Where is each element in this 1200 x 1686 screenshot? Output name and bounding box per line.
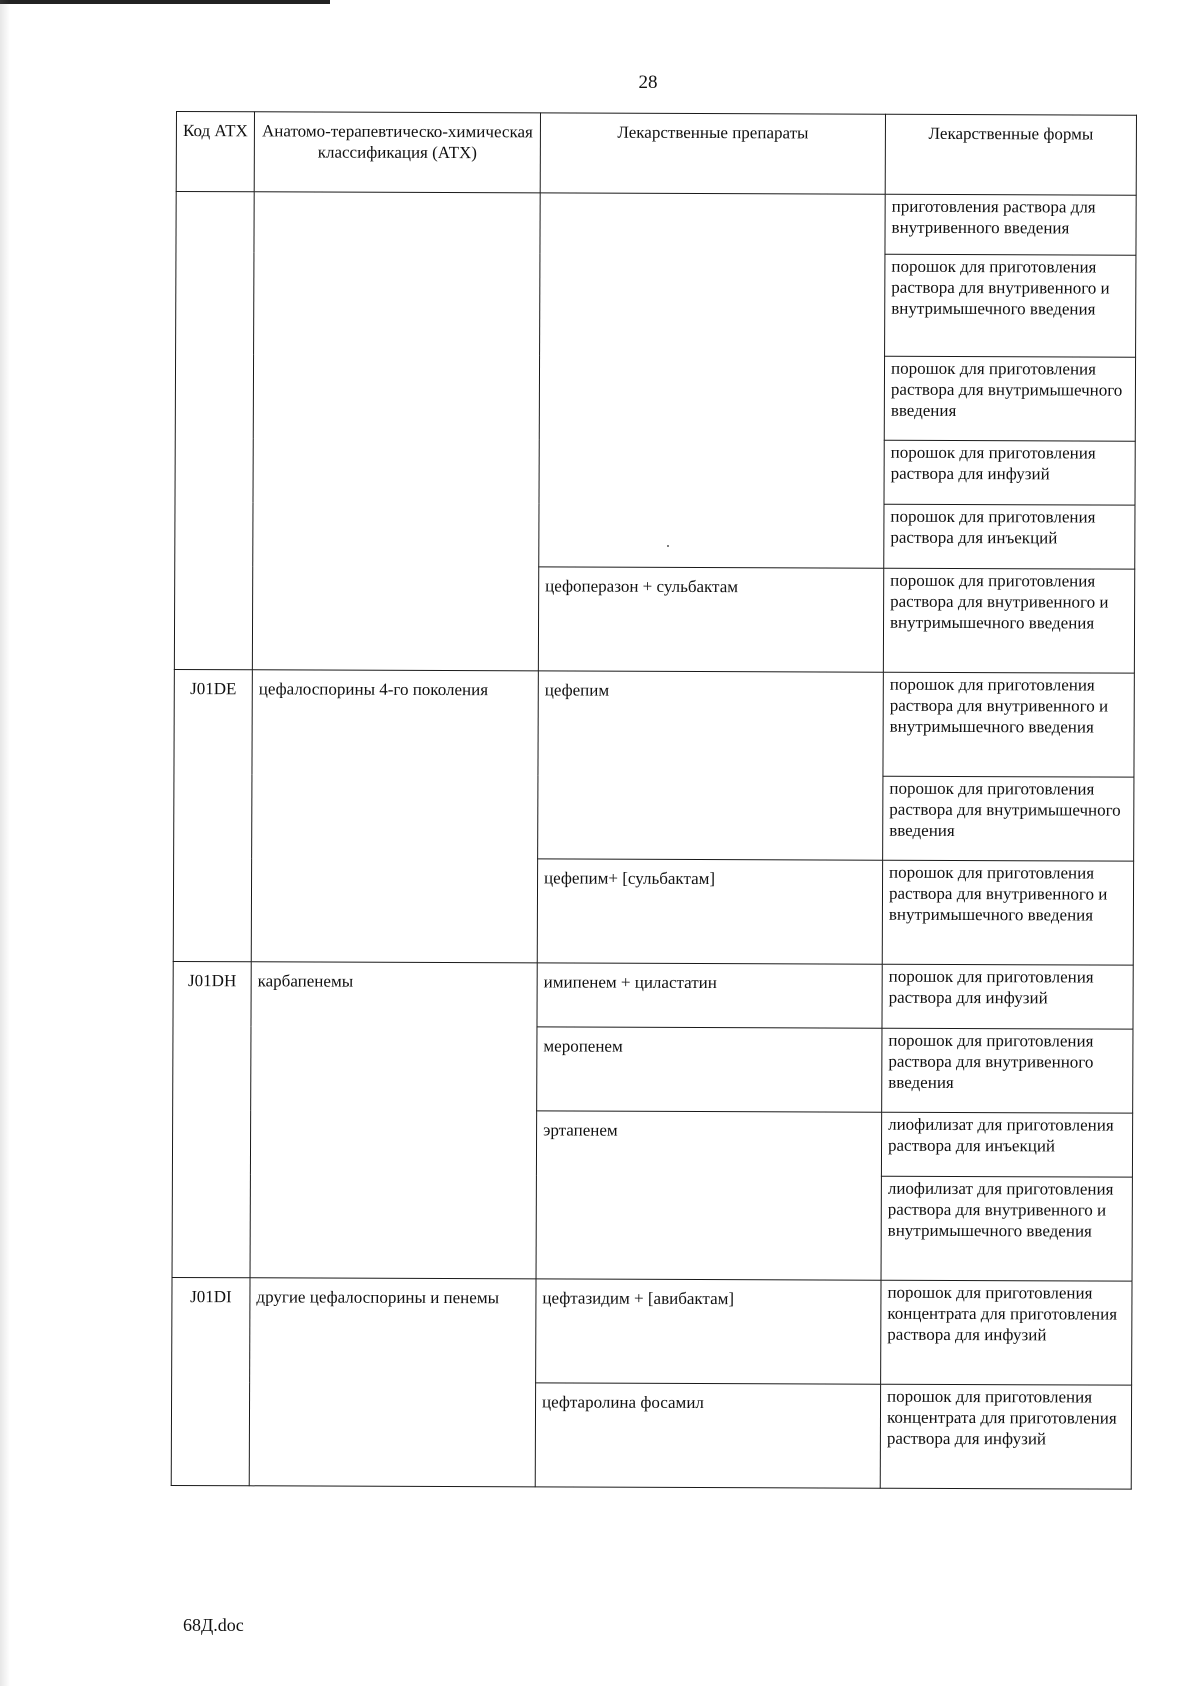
atc-class-cell: цефалоспорины 4-го поколения [251,670,538,963]
footer-filename: 68Д.doc [183,1615,244,1635]
dosage-form-cell: порошок для приготовления концентрата для приготовления раствора для инфузий [881,1280,1132,1385]
header-code: Код АТХ [176,112,254,192]
drug-name-cell: эртапенем [536,1111,882,1280]
drug-name-cell [539,193,885,568]
dosage-form-cell: порошок для приготовления раствора для внутривенного и внутримышечного введения [883,568,1134,673]
drug-name-cell: цефоперазон + сульбактам [538,567,883,672]
atc-class-cell: карбапенемы [250,962,537,1279]
dosage-form-cell: порошок для приготовления раствора для внутримышечного введения [884,356,1135,441]
atc-code-cell [174,192,254,670]
dosage-form-cell: лиофилизат для приготовления раствора для инъекций [881,1112,1132,1177]
drug-name-cell: имипенем + циластатин [537,963,882,1028]
drug-name-cell: меропенем [537,1027,882,1112]
atc-class-cell: другие цефалоспорины и пенемы [249,1278,536,1487]
atc-code-cell: J01DH [172,961,251,1277]
drug-name-cell: цефепим+ [сульбактам] [537,859,882,964]
dosage-form-cell: порошок для приготовления раствора для внутривенного и внутримышечного введения [885,254,1136,357]
atc-code-cell: J01DE [173,669,252,961]
scan-left-edge [0,0,10,1686]
table-body [171,192,1136,1490]
header-drugs: Лекарственные препараты [540,113,885,194]
dosage-form-cell: порошок для приготовления раствора для внутривенного и внутримышечного введения [883,672,1134,777]
dosage-form-cell: приготовления раствора для внутривенного введения [885,194,1136,255]
page-number: 28 [638,72,658,93]
dosage-form-cell: порошок для приготовления раствора для инфузий [884,440,1135,505]
scan-top-bar [0,0,330,4]
table-row [173,961,1133,1029]
dosage-form-cell: порошок для приготовления раствора для внутримышечного введения [883,776,1134,861]
table-header [176,112,1136,196]
table-row [176,192,1136,256]
dosage-form-cell: порошок для приготовления раствора для инъекций [884,504,1135,569]
dosage-form-cell: порошок для приготовления концентрата для приготовления раствора для инфузий [880,1384,1131,1489]
table-row [172,1277,1132,1385]
header-forms: Лекарственные формы [885,114,1136,195]
atc-code-cell: J01DI [171,1277,250,1485]
header-atc: Анатомо-терапевтическо-химическая классификация (АТХ) [254,112,540,193]
dosage-form-cell: порошок для приготовления раствора для внутривенного введения [882,1028,1133,1113]
table-row [174,669,1134,777]
drug-name-cell: цефтазидим + [авибактам] [536,1279,881,1384]
header-row [176,112,1136,196]
drug-name-cell: цефепим [538,671,884,860]
medications-table [171,111,1137,1490]
atc-class-cell [252,192,540,671]
drug-name-cell: цефтаролина фосамил [535,1383,880,1488]
dosage-form-cell: порошок для приготовления раствора для внутривенного и внутримышечного введения [882,860,1133,965]
dosage-form-cell: порошок для приготовления раствора для инфузий [882,964,1133,1029]
dosage-form-cell: лиофилизат для приготовления раствора для внутривенного и внутримышечного введения [881,1176,1132,1281]
